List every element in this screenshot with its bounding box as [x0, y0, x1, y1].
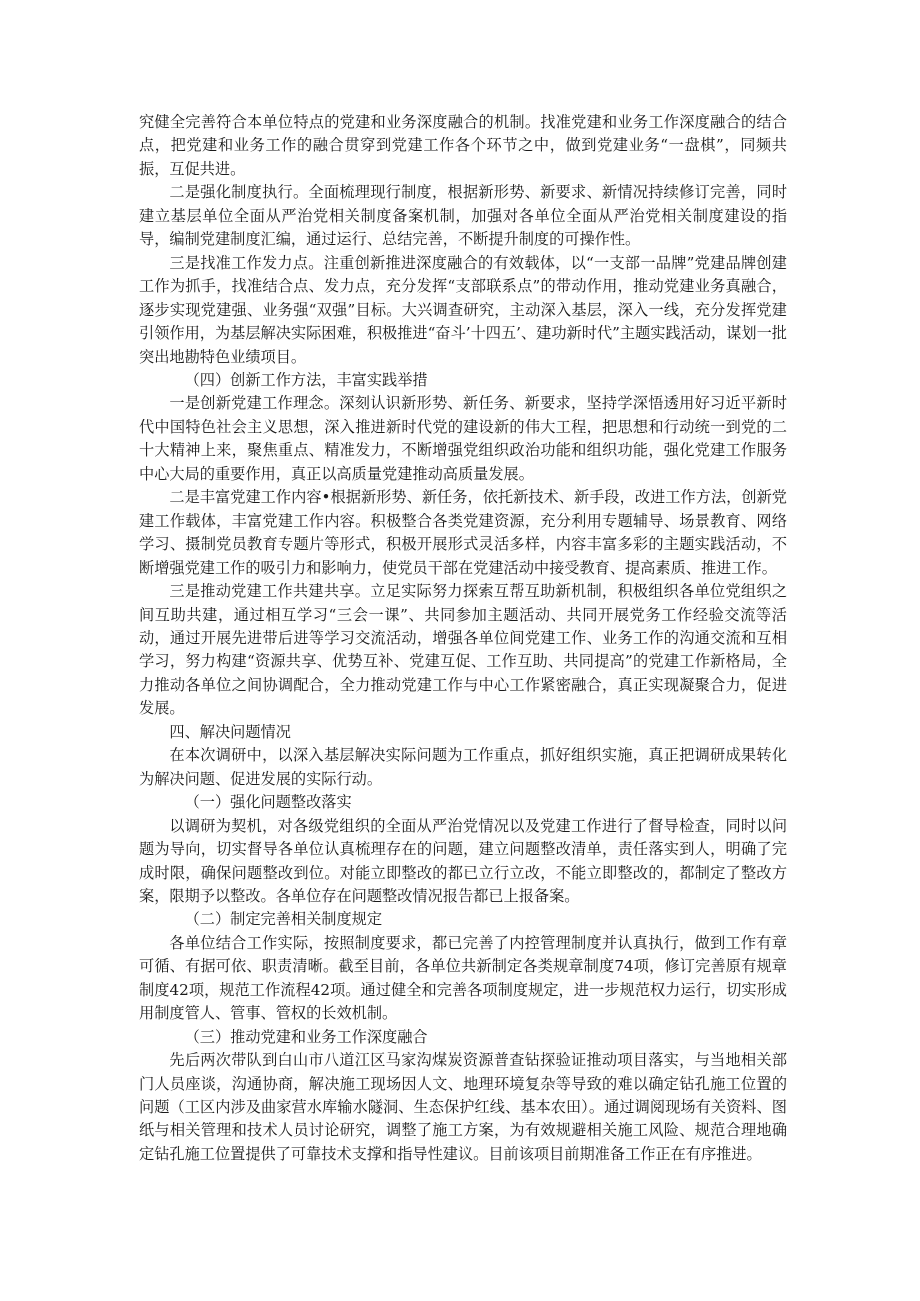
section-heading-regulations: （二）制定完善相关制度规定 [184, 910, 383, 929]
paragraph-co-construction: 三是推动党建工作共建共享。立足实际努力探索互帮互助新机制，积极组织各单位党组织之间互助共建，通过相互学习“三会一课”、共同参加主题活动、共同开展党务工作经验交流等活动，通过开展先进带后进等学习交流活动，增强各单位间党建工作、业务工作的沟通交流和互相学习，努力构建“资源共享、优势互补、党建互促、工作互助、共同提高”的党建工作新格局，全力推动各单位之间协调配合，全力推动党建工作与中心工作紧密融合，真正实现凝聚合力，促进发展。 [139, 582, 787, 718]
section-heading-problem-solving: 四、解决问题情况 [169, 722, 291, 741]
paragraph-enrich-content: 二是丰富党建工作内容•根据新形势、新任务，依托新技术、新手段，改进工作方法，创新党建工作载体，丰富党建工作内容。积极整合各类党建资源，充分利用专题辅导、场景教育、网络学习、摄制党员教育专题片等形式，积极开展形式灵活多样，内容丰富多彩的主题实践活动，不断增强党建工作的吸引力和影响力，使党员干部在党建活动中接受教育、提高素质、推进工作。 [139, 488, 787, 577]
section-heading-integration: （三）推动党建和业务工作深度融合 [184, 1027, 428, 1046]
paragraph-system-execution: 二是强化制度执行。全面梳理现行制度，根据新形势、新要求、新情况持续修订完善，同时建立基层单位全面从严治党相关制度备案机制，加强对各单位全面从严治党相关制度建设的指导，编制党建制度汇编，通过运行、总结完善，不断提升制度的可操作性。 [139, 183, 787, 249]
paragraph-regulations: 各单位结合工作实际，按照制度要求，都已完善了内控管理制度并认真执行，做到工作有章可循、有据可依、职责清晰。截至目前，各单位共新制定各类规章制度74项，修订完善原有规章制度42项，规范工作流程42项。通过健全和完善各项制度规定，进一步规范权力运行，切实形成用制度管人、管事、管权的长效机制。 [139, 933, 787, 1023]
paragraph-work-focus: 三是找准工作发力点。注重创新推进深度融合的有效载体，以“一支部一品牌”党建品牌创建工作为抓手，找准结合点、发力点，充分发挥“支部联系点”的带动作用，推动党建业务真融合，逐步实现党建强、业务强“双强”目标。大兴调查研究，主动深入基层，深入一线，充分发挥党建引领作用，为基层解决实际困难，积极推进“奋斗’十四五’、建功新时代”主题实践活动，谋划一批突出地勘特色业绩项目。 [139, 253, 787, 366]
section-heading-innovate-methods: （四）创新工作方法，丰富实践举措 [184, 370, 428, 389]
section-heading-rectification: （一）强化问题整改落实 [184, 793, 352, 812]
paragraph-innovate-concept: 一是创新党建工作理念。深刻认识新形势、新任务、新要求，坚持学深悟透用好习近平新时代中国特色社会主义思想，深入推进新时代党的建设新的伟大工程，把思想和行动统一到党的二十大精神上来，聚焦重点、精准发力，不断增强党组织政治功能和组织功能，强化党建工作服务中心大局的重要作用，真正以高质量党建推动高质量发展。 [139, 394, 787, 483]
document-body [139, 111, 787, 1166]
paragraph-intro-continued: 究健全完善符合本单位特点的党建和业务深度融合的机制。找准党建和业务工作深度融合的结合点，把党建和业务工作的融合贯穿到党建工作各个环节之中，做到党建业务“一盘棋”，同频共振，互促共进。 [139, 113, 787, 178]
paragraph-integration: 先后两次带队到白山市八道江区马家沟煤炭资源普查钻探验证推动项目落实，与当地相关部门人员座谈，沟通协商，解决施工现场因人文、地理环境复杂等导致的难以确定钻孔施工位置的问题（工区内涉及曲家营水库输水隧洞、生态保护红线、基本农田）。通过调阅现场有关资料、图纸与相关管理和技术人员讨论研究，调整了施工方案，为有效规避相关施工风险、规范合理地确定钻孔施工位置提供了可靠技术支撑和指导性建议。目前该项目前期准备工作正在有序推进。 [139, 1051, 787, 1163]
paragraph-rectification: 以调研为契机，对各级党组织的全面从严治党情况以及党建工作进行了督导检查，同时以问题为导向，切实督导各单位认真梳理存在的问题，建立问题整改清单，责任落实到人，明确了完成时限，确保问题整改到位。对能立即整改的都已立行立改，不能立即整改的，都制定了整改方案，限期予以整改。各单位存在问题整改情况报告都已上报备案。 [139, 816, 787, 905]
paragraph-problem-intro: 在本次调研中，以深入基层解决实际问题为工作重点，抓好组织实施，真正把调研成果转化为解决问题、促进发展的实际行动。 [139, 746, 787, 788]
